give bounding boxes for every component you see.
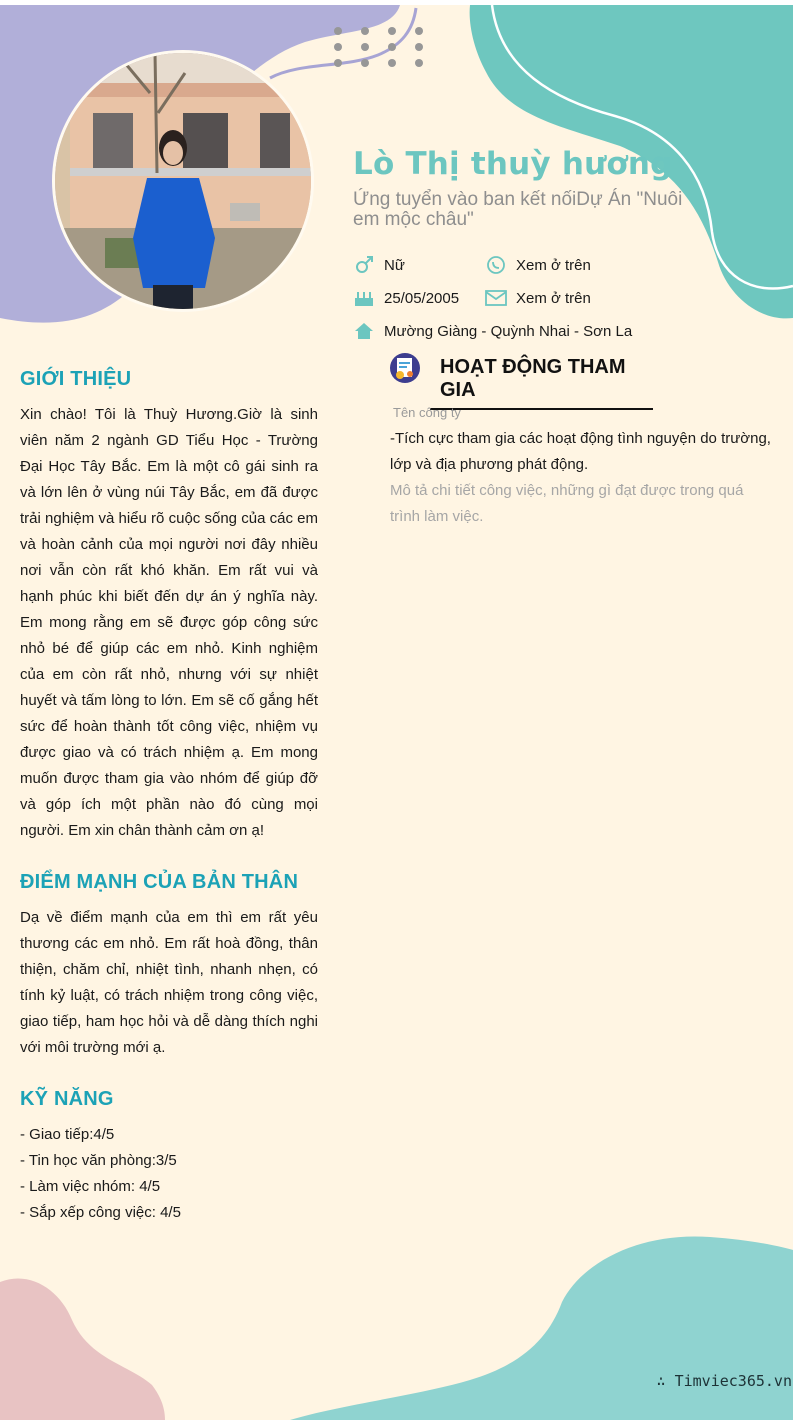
skill-item: - Sắp xếp công việc: 4/5: [20, 1204, 181, 1221]
home-icon: [353, 321, 375, 341]
activities-title: HOẠT ĐỘNG THAM GIA: [430, 356, 653, 410]
skill-item: - Làm việc nhóm: 4/5: [20, 1178, 161, 1195]
activity-icon: [389, 352, 421, 384]
mail-icon: [485, 288, 507, 308]
gender-value: Nữ: [384, 256, 405, 274]
skills-list: [20, 1122, 181, 1226]
top-edge: [0, 0, 800, 5]
gender-row: [353, 255, 405, 275]
phone-value: Xem ở trên: [516, 256, 591, 274]
applied-position: Ứng tuyển vào ban kết nốiDự Án "Nuôi em mộc châu": [353, 189, 683, 230]
about-title: GIỚI THIỆU: [20, 368, 132, 390]
phone-icon: [485, 255, 507, 275]
bottom-left-pink-blob: [0, 1278, 165, 1420]
phone-row: [485, 255, 591, 275]
skill-item: - Giao tiếp:4/5: [20, 1126, 115, 1143]
profile-photo: [52, 50, 314, 312]
gender-icon: [353, 255, 375, 275]
birthday-value: 25/05/2005: [384, 289, 460, 307]
activity-description: -Tích cực tham gia các hoạt động tình nguyện do trường, lớp và địa phương phát động.: [390, 430, 771, 473]
strengths-title: ĐIỂM MẠNH CỦA BẢN THÂN: [20, 871, 299, 893]
company-name: Tên công ty: [393, 405, 461, 420]
birthday-row: [353, 288, 459, 308]
activity-note: Mô tả chi tiết công việc, những gì đạt được trong quá trình làm việc.: [390, 482, 744, 525]
right-edge: [793, 0, 800, 1420]
candidate-name: Lò Thị thuỳ hương: [353, 146, 673, 182]
bottom-right-teal-blob: [290, 1236, 800, 1420]
address-value: Mường Giàng - Quỳnh Nhai - Sơn La: [384, 322, 633, 340]
strengths-text: Dạ về điểm mạnh của em thì em rất yêu thương các em nhỏ. Em rất hoà đồng, thân thiện, chăm chỉ, nhiệt tình, nhanh nhẹn, có tính kỷ luật, có trách nhiệm trong công việc, giao tiếp, ham học hỏi và dễ dàng thích nghi với môi trường mới ạ.: [20, 909, 318, 1056]
skills-title: KỸ NĂNG: [20, 1088, 114, 1110]
address-row: [353, 321, 632, 341]
about-text: Xin chào! Tôi là Thuỳ Hương.Giờ là sinh viên năm 2 ngành GD Tiểu Học - Trường Đại Học Tây Bắc. Em là một cô gái sinh ra và lớn lên ở vùng núi Tây Bắc, em đã được trải nghiệm và hiểu rõ cuộc sống của các em và hoàn cảnh của mọi người nơi đây nhiều nơi vẫn còn rất khó khăn. Em rất vui và hạnh phúc khi biết đến dự án ý nghĩa này. Em mong rằng em sẽ được góp công sức nhỏ bé để giúp các em nhỏ. Kinh nghiệm của em còn rất nhỏ, nhưng với sự nhiệt huyết và tấm lòng to lớn. Em sẽ cố gắng hết sức để hoàn thành tốt công việc, nhiệm vụ được giao và có trách nhiệm ạ. Em mong muốn được tham gia vào nhóm để giúp đỡ và góp ích một phần nào đó cùng mọi người. Em xin chân thành cảm ơn ạ!: [20, 406, 318, 839]
brand-watermark: ∴ Timviec365.vn: [656, 1372, 792, 1390]
skill-item: - Tin học văn phòng:3/5: [20, 1152, 177, 1169]
email-value: Xem ở trên: [516, 289, 591, 307]
email-row: [485, 288, 591, 308]
birthday-cake-icon: [353, 288, 375, 308]
